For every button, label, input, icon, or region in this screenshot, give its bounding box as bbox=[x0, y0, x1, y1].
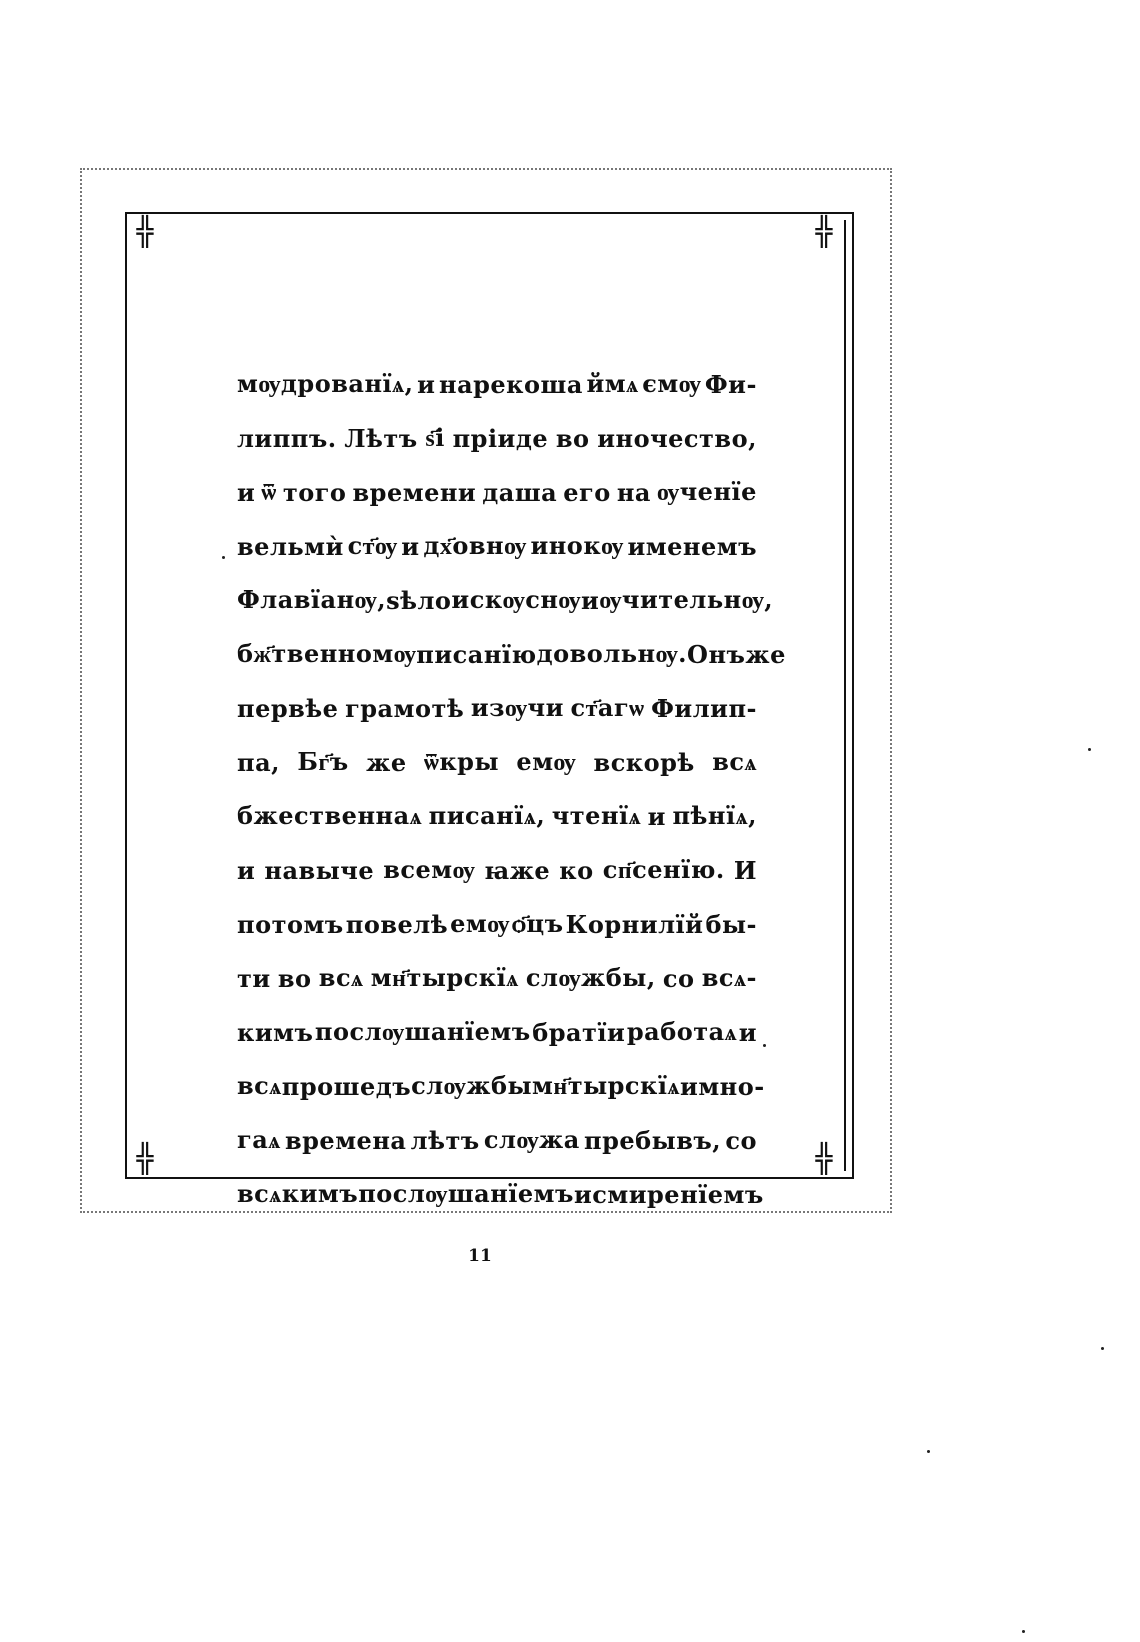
text-line bbox=[237, 411, 757, 465]
word: бжественнаѧ bbox=[237, 801, 423, 830]
word: И bbox=[733, 855, 757, 885]
word: и bbox=[647, 801, 666, 831]
word: мн҃тырскїѧ bbox=[370, 963, 519, 992]
word: именемъ bbox=[627, 531, 757, 561]
word: нарекоша bbox=[439, 369, 583, 399]
scan-speck bbox=[1022, 1630, 1025, 1633]
word: Корнилїй bbox=[565, 909, 704, 939]
word: всемѹ bbox=[383, 855, 476, 884]
word: повелѣ bbox=[345, 909, 449, 939]
word: мн҃тырскїѧ bbox=[532, 1071, 680, 1100]
word: ѿ bbox=[261, 477, 277, 506]
scan-speck bbox=[763, 1044, 766, 1047]
word: мно- bbox=[698, 1071, 765, 1101]
word: писанїѧ, bbox=[428, 801, 546, 830]
word: слѹжа bbox=[483, 1125, 580, 1154]
text-line bbox=[237, 681, 757, 735]
corner-ornament-bottom-left: ╬ bbox=[136, 1142, 154, 1175]
scan-speck bbox=[222, 556, 225, 559]
text-line bbox=[237, 951, 757, 1005]
text-line bbox=[237, 1167, 764, 1221]
text-line bbox=[237, 789, 757, 843]
word: изѹчи bbox=[470, 693, 564, 722]
corner-ornament-top-right: ╬ bbox=[815, 215, 833, 248]
word: же bbox=[745, 639, 786, 669]
word: всѧ- bbox=[701, 963, 757, 992]
word: Фи- bbox=[704, 369, 757, 399]
word: со bbox=[725, 1125, 757, 1155]
word: всѧ bbox=[237, 1071, 282, 1100]
word: ѹченїе bbox=[657, 477, 757, 506]
word: ѕ҃і bbox=[425, 423, 445, 452]
text-line bbox=[237, 897, 757, 951]
word: ѿкры bbox=[424, 747, 500, 776]
text-line bbox=[237, 1059, 765, 1113]
word: слѹжбы bbox=[411, 1071, 533, 1100]
text-line bbox=[237, 735, 757, 789]
page-number: 11 bbox=[468, 1246, 492, 1266]
word: ст҃агѡ bbox=[570, 693, 645, 722]
body-text bbox=[237, 357, 786, 1221]
word: того bbox=[282, 477, 347, 507]
word: и bbox=[237, 477, 256, 507]
word: навыче bbox=[264, 855, 375, 885]
text-line bbox=[237, 627, 786, 681]
word: со bbox=[662, 963, 695, 993]
word: Филип- bbox=[651, 693, 757, 723]
word: и bbox=[738, 1017, 757, 1047]
word: липпъ. bbox=[237, 423, 337, 453]
word: ст҃ѹ bbox=[347, 531, 398, 560]
word: даша bbox=[482, 477, 558, 507]
word: всѧ bbox=[712, 747, 757, 776]
word: времени bbox=[352, 477, 477, 507]
word: вскорѣ bbox=[593, 747, 695, 777]
word: мѹдрованїѧ, bbox=[237, 369, 414, 398]
word: пріиде bbox=[452, 423, 549, 453]
word: лѣтъ bbox=[410, 1125, 480, 1155]
scan-speck bbox=[927, 1450, 930, 1453]
word: потомъ bbox=[237, 909, 344, 939]
word: емѹ bbox=[516, 747, 577, 776]
word: во bbox=[277, 963, 312, 993]
word: во bbox=[555, 423, 590, 453]
word: писанїю bbox=[416, 639, 537, 669]
word: емѹ bbox=[450, 909, 510, 938]
word: па, bbox=[237, 747, 280, 777]
word: и bbox=[401, 531, 420, 561]
word: дх҃овнѹ bbox=[423, 531, 527, 560]
scan-speck bbox=[1101, 1347, 1104, 1350]
word: гаѧ bbox=[237, 1125, 281, 1154]
text-line bbox=[237, 843, 757, 897]
word: времена bbox=[284, 1125, 407, 1155]
word: кимъ bbox=[237, 1017, 314, 1047]
word: же bbox=[366, 747, 407, 777]
word: сп҃сенїю. bbox=[602, 855, 725, 884]
text-line bbox=[237, 465, 757, 519]
text-line bbox=[237, 1005, 757, 1059]
word: ко bbox=[559, 855, 594, 885]
word: Онъ bbox=[687, 639, 746, 669]
word: ймѧ bbox=[586, 369, 639, 398]
word: ти bbox=[237, 963, 271, 993]
word: послѹшанїемъ bbox=[314, 1017, 531, 1046]
word: пребывъ, bbox=[584, 1125, 722, 1155]
word: всѧкимъ bbox=[237, 1179, 359, 1208]
word: довольнѹ. bbox=[536, 639, 688, 668]
word: Лѣтъ bbox=[344, 423, 418, 453]
corner-ornament-top-left: ╬ bbox=[136, 215, 154, 248]
word: бы- bbox=[705, 909, 757, 939]
text-line bbox=[237, 357, 757, 411]
text-line bbox=[237, 1113, 757, 1167]
word: вельмѝ bbox=[237, 531, 344, 561]
text-line bbox=[237, 573, 774, 627]
word: и bbox=[417, 369, 436, 399]
word: ѻ҃цъ bbox=[511, 909, 564, 938]
word: грамотѣ bbox=[345, 693, 465, 723]
word: и bbox=[237, 855, 256, 885]
word: Бг҃ъ bbox=[297, 747, 349, 776]
word: первѣе bbox=[237, 693, 339, 723]
word: инокѹ bbox=[530, 531, 624, 560]
word: искѹснѹ bbox=[451, 585, 582, 614]
word: и bbox=[680, 1071, 699, 1101]
word: смиренїемъ bbox=[592, 1179, 764, 1209]
word: бж҃твенномѹ bbox=[237, 639, 417, 668]
word: иночество, bbox=[597, 423, 757, 453]
word: работаѧ bbox=[626, 1017, 738, 1046]
word: ѹчительнѹ, bbox=[599, 585, 774, 614]
word: Флавїанѹ, bbox=[237, 585, 387, 614]
scan-speck bbox=[1088, 748, 1091, 751]
word: ємѹ bbox=[642, 369, 702, 398]
corner-ornament-bottom-right: ╬ bbox=[815, 1142, 833, 1175]
word: и bbox=[581, 585, 600, 615]
word: пѣнїѧ, bbox=[672, 801, 757, 830]
word: братїи bbox=[532, 1017, 626, 1047]
word: чтенїѧ bbox=[551, 801, 642, 830]
word: прошедъ bbox=[281, 1071, 412, 1101]
word: ꙗже bbox=[484, 855, 551, 885]
text-line bbox=[237, 519, 757, 573]
word: ѕѣло bbox=[386, 585, 452, 615]
word: слѹжбы, bbox=[525, 963, 656, 992]
word: на bbox=[616, 477, 651, 507]
word: послѹшанїемъ bbox=[358, 1179, 574, 1208]
word: всѧ bbox=[318, 963, 364, 992]
word: его bbox=[563, 477, 611, 507]
word: и bbox=[573, 1179, 593, 1209]
